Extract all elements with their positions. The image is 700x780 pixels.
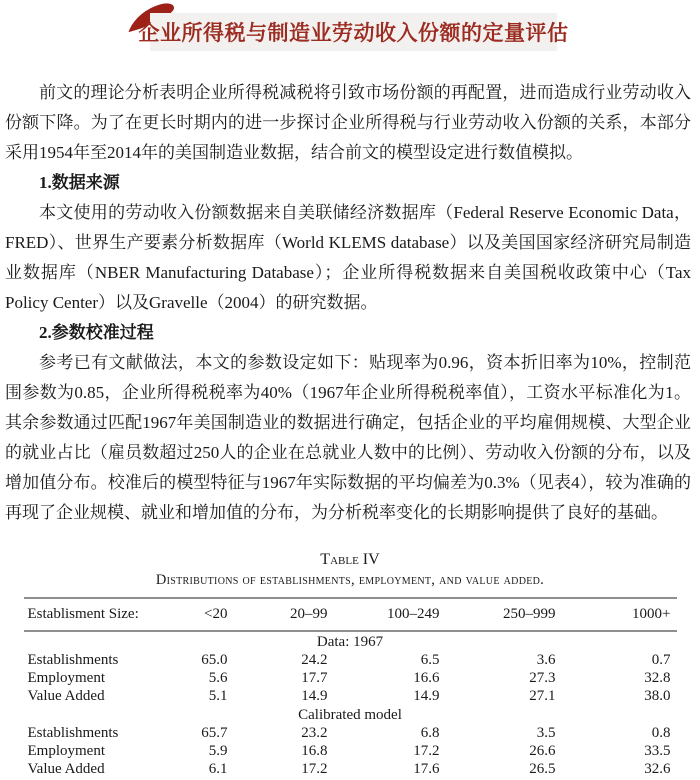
cell-value: 26.6: [529, 743, 556, 759]
cell-value: 17.7: [301, 670, 328, 686]
cell-value: 17.2: [413, 743, 440, 759]
group-label-row-data-1967: [24, 631, 677, 651]
cell-value: 6.1: [174, 760, 234, 780]
cell-value: 26.5: [446, 760, 562, 780]
group-label: Calibrated model: [298, 707, 402, 723]
cell-value: 14.9: [301, 688, 328, 704]
cell-value: 0.8: [651, 725, 671, 741]
cell-value: 5.9: [208, 743, 228, 759]
row-label: Establishments: [27, 652, 119, 668]
section-heading-calibration: 2.参数校准过程: [39, 323, 154, 342]
column-header-size: Establisment Size:: [24, 598, 174, 631]
row-label: Establishments: [27, 725, 119, 741]
table-subtitle: Distributions of establishments, employment, and value added.: [155, 572, 545, 588]
page-title: 企业所得税与制造业劳动收入份额的定量评估: [138, 22, 569, 45]
paragraph-intro: 前文的理论分析表明企业所得税减税将引致市场份额的再配置，进而造成行业劳动收入份额下降。为了在更长时期内的进一步探讨企业所得税与行业劳动收入份额的关系，本部分采用1954年至2014年的美国制造业数据，结合前文的模型设定进行数值模拟。: [5, 83, 691, 162]
table-row-value-added-model: [24, 760, 677, 780]
cell-value: 38.0: [644, 688, 671, 704]
cell-value: 32.6: [562, 760, 677, 780]
table-row-employment-model: [24, 742, 677, 760]
distribution-table: [24, 597, 677, 780]
cell-value: 32.8: [644, 670, 671, 686]
cell-value: 14.9: [413, 688, 440, 704]
cell-value: 27.3: [529, 670, 556, 686]
group-label-row-calibrated: [24, 705, 677, 724]
cell-value: 5.6: [208, 670, 228, 686]
cell-value: 23.2: [301, 725, 328, 741]
row-label: Value Added: [24, 760, 174, 780]
cell-value: 3.6: [536, 652, 556, 668]
column-header-20-99: 20–99: [234, 598, 334, 631]
section-heading-data-source: 1.数据来源: [39, 173, 120, 192]
cell-value: 5.1: [208, 688, 228, 704]
cell-value: 24.2: [301, 652, 328, 668]
group-label: Data: 1967: [316, 634, 384, 650]
column-header-1000plus: 1000+: [562, 598, 677, 631]
row-label: Employment: [27, 743, 105, 759]
row-label: Employment: [27, 670, 105, 686]
cell-value: 16.8: [301, 743, 328, 759]
paragraph-data-source: 本文使用的劳动收入份额数据来自美联储经济数据库（Federal Reserve Economic Data，FRED）、世界生产要素分析数据库（World KLEMS database）以及美国国家经济研究局制造业数据库（NBER Manufacturing Database）；企业所得税数据来自美国税收政策中心（Tax Policy Center）以及Gravelle（2004）的研究数据。: [5, 203, 691, 312]
cell-value: 6.8: [420, 725, 440, 741]
cell-value: 0.7: [651, 652, 671, 668]
table-row-establishments-data: [24, 651, 677, 669]
table-caption: Table IV: [320, 551, 380, 568]
cell-value: 6.5: [420, 652, 440, 668]
table-header-row: [24, 598, 677, 631]
table-section: [24, 550, 677, 780]
cell-value: 3.5: [536, 725, 556, 741]
table-row-establishments-model: [24, 724, 677, 742]
column-header-250-999: 250–999: [446, 598, 562, 631]
table-row-employment-data: [24, 669, 677, 687]
cell-value: 17.2: [234, 760, 334, 780]
cell-value: 27.1: [529, 688, 556, 704]
cell-value: 17.6: [334, 760, 446, 780]
cell-value: 16.6: [413, 670, 440, 686]
cell-value: 33.5: [644, 743, 671, 759]
paragraph-calibration: 参考已有文献做法，本文的参数设定如下：贴现率为0.96，资本折旧率为10%，控制范围参数为0.85，企业所得税税率为40%（1967年企业所得税税率值），工资水平标准化为1。其余参数通过匹配1967年美国制造业的数据进行确定，包括企业的平均雇佣规模、大型企业的就业占比（雇员数超过250人的企业在总就业人数中的比例）、劳动收入份额的分布，以及增加值分布。校准后的模型特征与1967年实际数据的平均偏差为0.3%（见表4），较为准确的再现了企业规模、就业和增加值的分布，为分析税率变化的长期影响提供了良好的基础。: [5, 353, 691, 522]
cell-value: 65.0: [201, 652, 228, 668]
table-row-value-added-data: [24, 687, 677, 705]
cell-value: 65.7: [201, 725, 228, 741]
title-bar: [138, 13, 569, 51]
column-header-100-249: 100–249: [334, 598, 446, 631]
column-header-lt20: <20: [174, 598, 234, 631]
row-label: Value Added: [27, 688, 105, 704]
title-banner: [0, 0, 700, 78]
article-body: [0, 78, 700, 528]
